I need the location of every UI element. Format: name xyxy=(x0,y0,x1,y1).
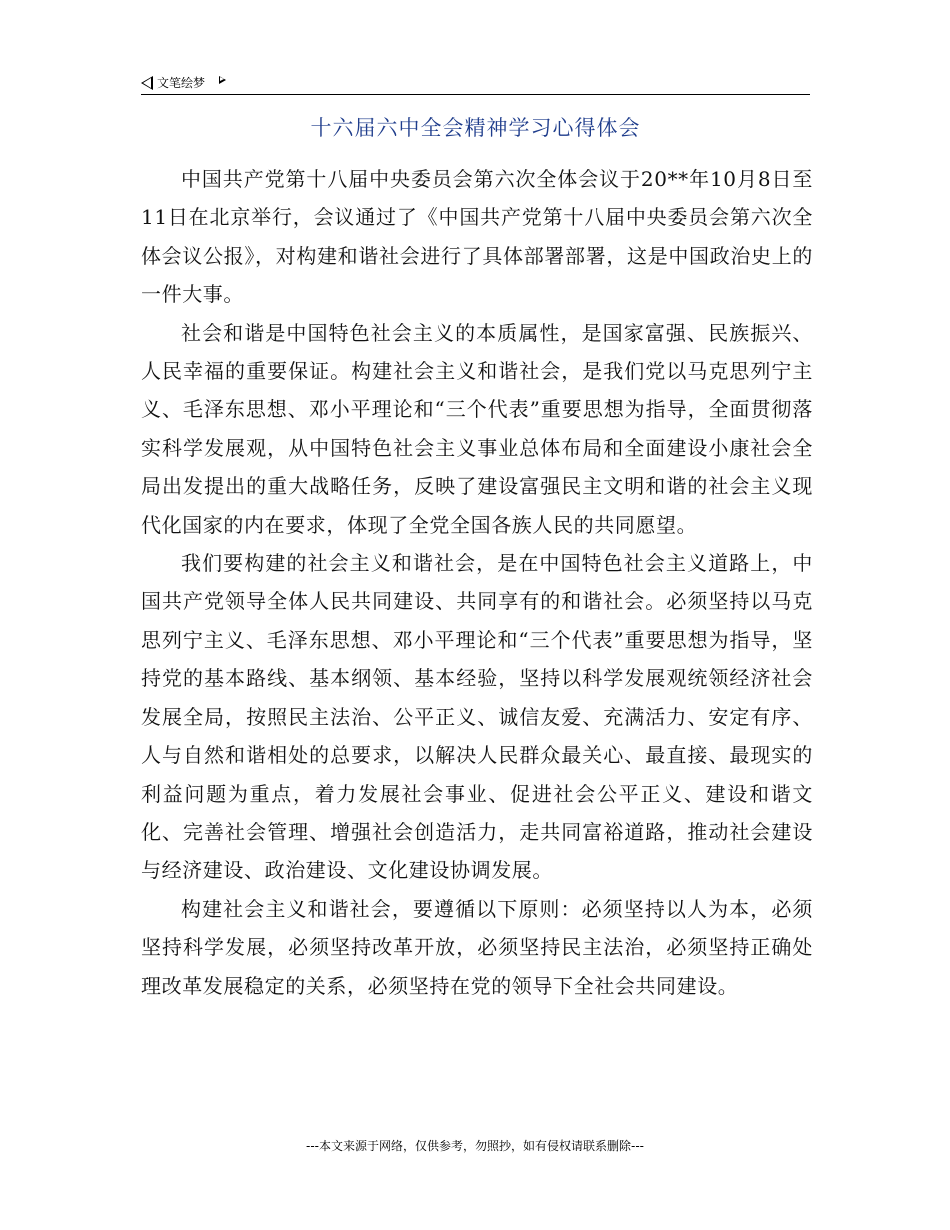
page-header xyxy=(141,72,810,95)
header-brand xyxy=(141,74,226,91)
document-title: 十六届六中全会精神学习心得体会 xyxy=(310,116,641,140)
paragraph: 中国共产党第十八届中央委员会第六次全体会议于20**年10月8日至11日在北京举行，会议通过了《中国共产党第十八届中央委员会第六次全体会议公报》，对构建和谐社会进行了具体部署部署，这是中国政治史上的一件大事。 xyxy=(141,167,813,307)
header-brand-label: 文笔绘梦 xyxy=(157,76,206,90)
paragraph: 社会和谐是中国特色社会主义的本质属性，是国家富强、民族振兴、人民幸福的重要保证。构建社会主义和谐社会，是我们党以马克思列宁主义、毛泽东思想、邓小平理论和“三个代表”重要思想为指导，全面贯彻落实科学发展观，从中国特色社会主义事业总体布局和全面建设小康社会全局出发提出的重大战略任务，反映了建设富强民主文明和谐的社会主义现代化国家的内在要求，体现了全党全国各族人民的共同愿望。 xyxy=(141,320,813,537)
triangle-left-icon xyxy=(141,76,153,90)
document-body xyxy=(141,160,813,1005)
paragraph: 我们要构建的社会主义和谐社会，是在中国特色社会主义道路上，中国共产党领导全体人民共同建设、共同享有的和谐社会。必须坚持以马克思列宁主义、毛泽东思想、邓小平理论和“三个代表”重要思想为指导，坚持党的基本路线、基本纲领、基本经验，坚持以科学发展观统领经济社会发展全局，按照民主法治、公平正义、诚信友爱、充满活力、安定有序、人与自然和谐相处的总要求，以解决人民群众最关心、最直接、最现实的利益问题为重点，着力发展社会事业、促进社会公平正义、建设和谐文化、完善社会管理、增强社会创造活力，走共同富裕道路，推动社会建设与经济建设、政治建设、文化建设协调发展。 xyxy=(141,551,813,883)
footer-notice: ---本文来源于网络，仅供参考，勿照抄，如有侵权请联系删除--- xyxy=(306,1139,644,1153)
paragraph: 构建社会主义和谐社会，要遵循以下原则：必须坚持以人为本，必须坚持科学发展，必须坚持改革开放，必须坚持民主法治，必须坚持正确处理改革发展稳定的关系，必须坚持在党的领导下全社会共同建设。 xyxy=(141,896,813,998)
triangle-right-icon xyxy=(219,76,226,84)
